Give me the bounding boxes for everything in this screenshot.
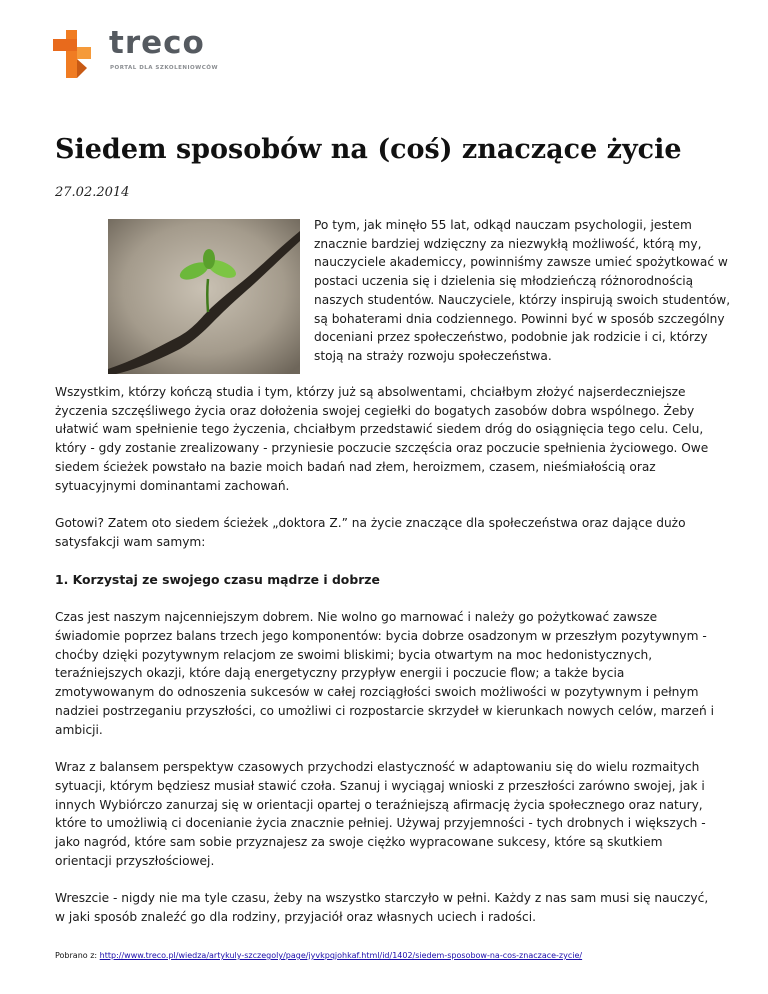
paragraph: Wraz z balansem perspektyw czasowych przychodzi elastyczność w adaptowaniu się do wielu rozmaitych sytuacji, którym będziesz musiał stawić czoła. Szanuj i wyciągaj wnioski z przeszłości zarówno swojej, jak i innych Wybiórczo zanurzaj się w orientacji opartej o teraźniejszą afirmację życia społecznego oraz natury, które to umożliwią ci docenianie życia znacznie pełniej. Używaj przyjemności - tych drobnych i większych - jako nagród, które sam sobie przyznajesz za swoje ciężko wypracowane sukcesy, które są skutkiem orientacji przyszłościowej.	[55, 760, 706, 868]
source-link[interactable]: http://www.treco.pl/wiedza/artykuly-szczegoly/page/jyvkpqjohkaf.html/id/1402/siedem-sposobow-na-cos-znaczace-zycie/	[99, 951, 583, 960]
article-body	[55, 383, 717, 946]
section-heading: 1. Korzystaj ze swojego czasu mądrze i dobrze	[55, 571, 380, 587]
article-date: 27.02.2014	[55, 185, 130, 200]
treco-logo[interactable]	[53, 25, 223, 80]
paragraph: Gotowi? Zatem oto siedem ścieżek „doktora Z.” na życie znaczące dla społeczeństwa oraz dające dużo satysfakcji wam samym:	[55, 516, 686, 549]
article-title: Siedem sposobów na (coś) znaczące życie	[55, 134, 682, 165]
footer-label: Pobrano z:	[55, 951, 100, 960]
paragraph: Wszystkim, którzy kończą studia i tym, którzy już są absolwentami, chciałbym złożyć najserdeczniejsze życzenia szczęśliwego życia oraz dołożenia swojej cegiełki do bogatych zasobów dobra wspólnego. Żeby ułatwić wam spełnienie tego życzenia, chciałbym przedstawić siedem dróg do osiągnięcia tego celu. Celu, który - gdy zostanie zrealizowany - przyniesie poczucie szczęścia oraz poczucie spełnienia życiowego. Owe siedem ścieżek powstało na bazie moich badań nad złem, heroizmem, czasem, nieśmiałością oraz sytuacyjnymi dominantami zachowań.	[55, 385, 709, 493]
source-footer	[55, 951, 582, 960]
article-intro: Po tym, jak minęło 55 lat, odkąd nauczam psychologii, jestem znacznie bardziej wdzięczny za niezwykłą możliwość, którą my, nauczyciele akademiccy, powinniśmy zawsze umieć spożytkować w postaci uczenia się i dzielenia się młodzieńczą różnorodnością naszych studentów. Nauczyciele, którzy inspirują swoich studentów, są bohaterami dnia codziennego. Powinni być w sposób szczególny doceniani przez społeczeństwo, podobnie jak rodzicie i ci, którzy stoją na straży rozwoju społeczeństwa.	[314, 218, 731, 363]
logo-tagline: PORTAL DLA SZKOLENIOWCÓW	[110, 65, 219, 71]
treco-logo-mark-icon	[53, 30, 97, 78]
article-image-sprout	[108, 219, 300, 374]
paragraph: Wreszcie - nigdy nie ma tyle czasu, żeby na wszystko starczyło w pełni. Każdy z nas sam musi się nauczyć, w jaki sposób znaleźć go dla rodziny, przyjaciół oraz własnych uciech i radości.	[55, 891, 709, 925]
paragraph: Czas jest naszym najcenniejszym dobrem. Nie wolno go marnować i należy go pożytkować zawsze świadomie poprzez balans trzech jego komponentów: bycia dobrze osadzonym w przeszłym pozytywnym - choćby dzięki pozytywnym relacjom ze swoimi bliskimi; bycia otwartym na moc hedonistycznych, teraźniejszych okazji, które dają energetyczny przypływ energii i poczucie flow; a także bycia zmotywowanym do odnoszenia sukcesów w całej rozciągłości swoich możliwości w pozytywnym i pełnym nadziei postrzeganiu przyszłości, co umożliwi ci rozpostarcie skrzydeł w kierunkach nowych celów, marzeń i ambicji.	[55, 610, 714, 737]
logo-wordmark: treco	[109, 25, 205, 61]
